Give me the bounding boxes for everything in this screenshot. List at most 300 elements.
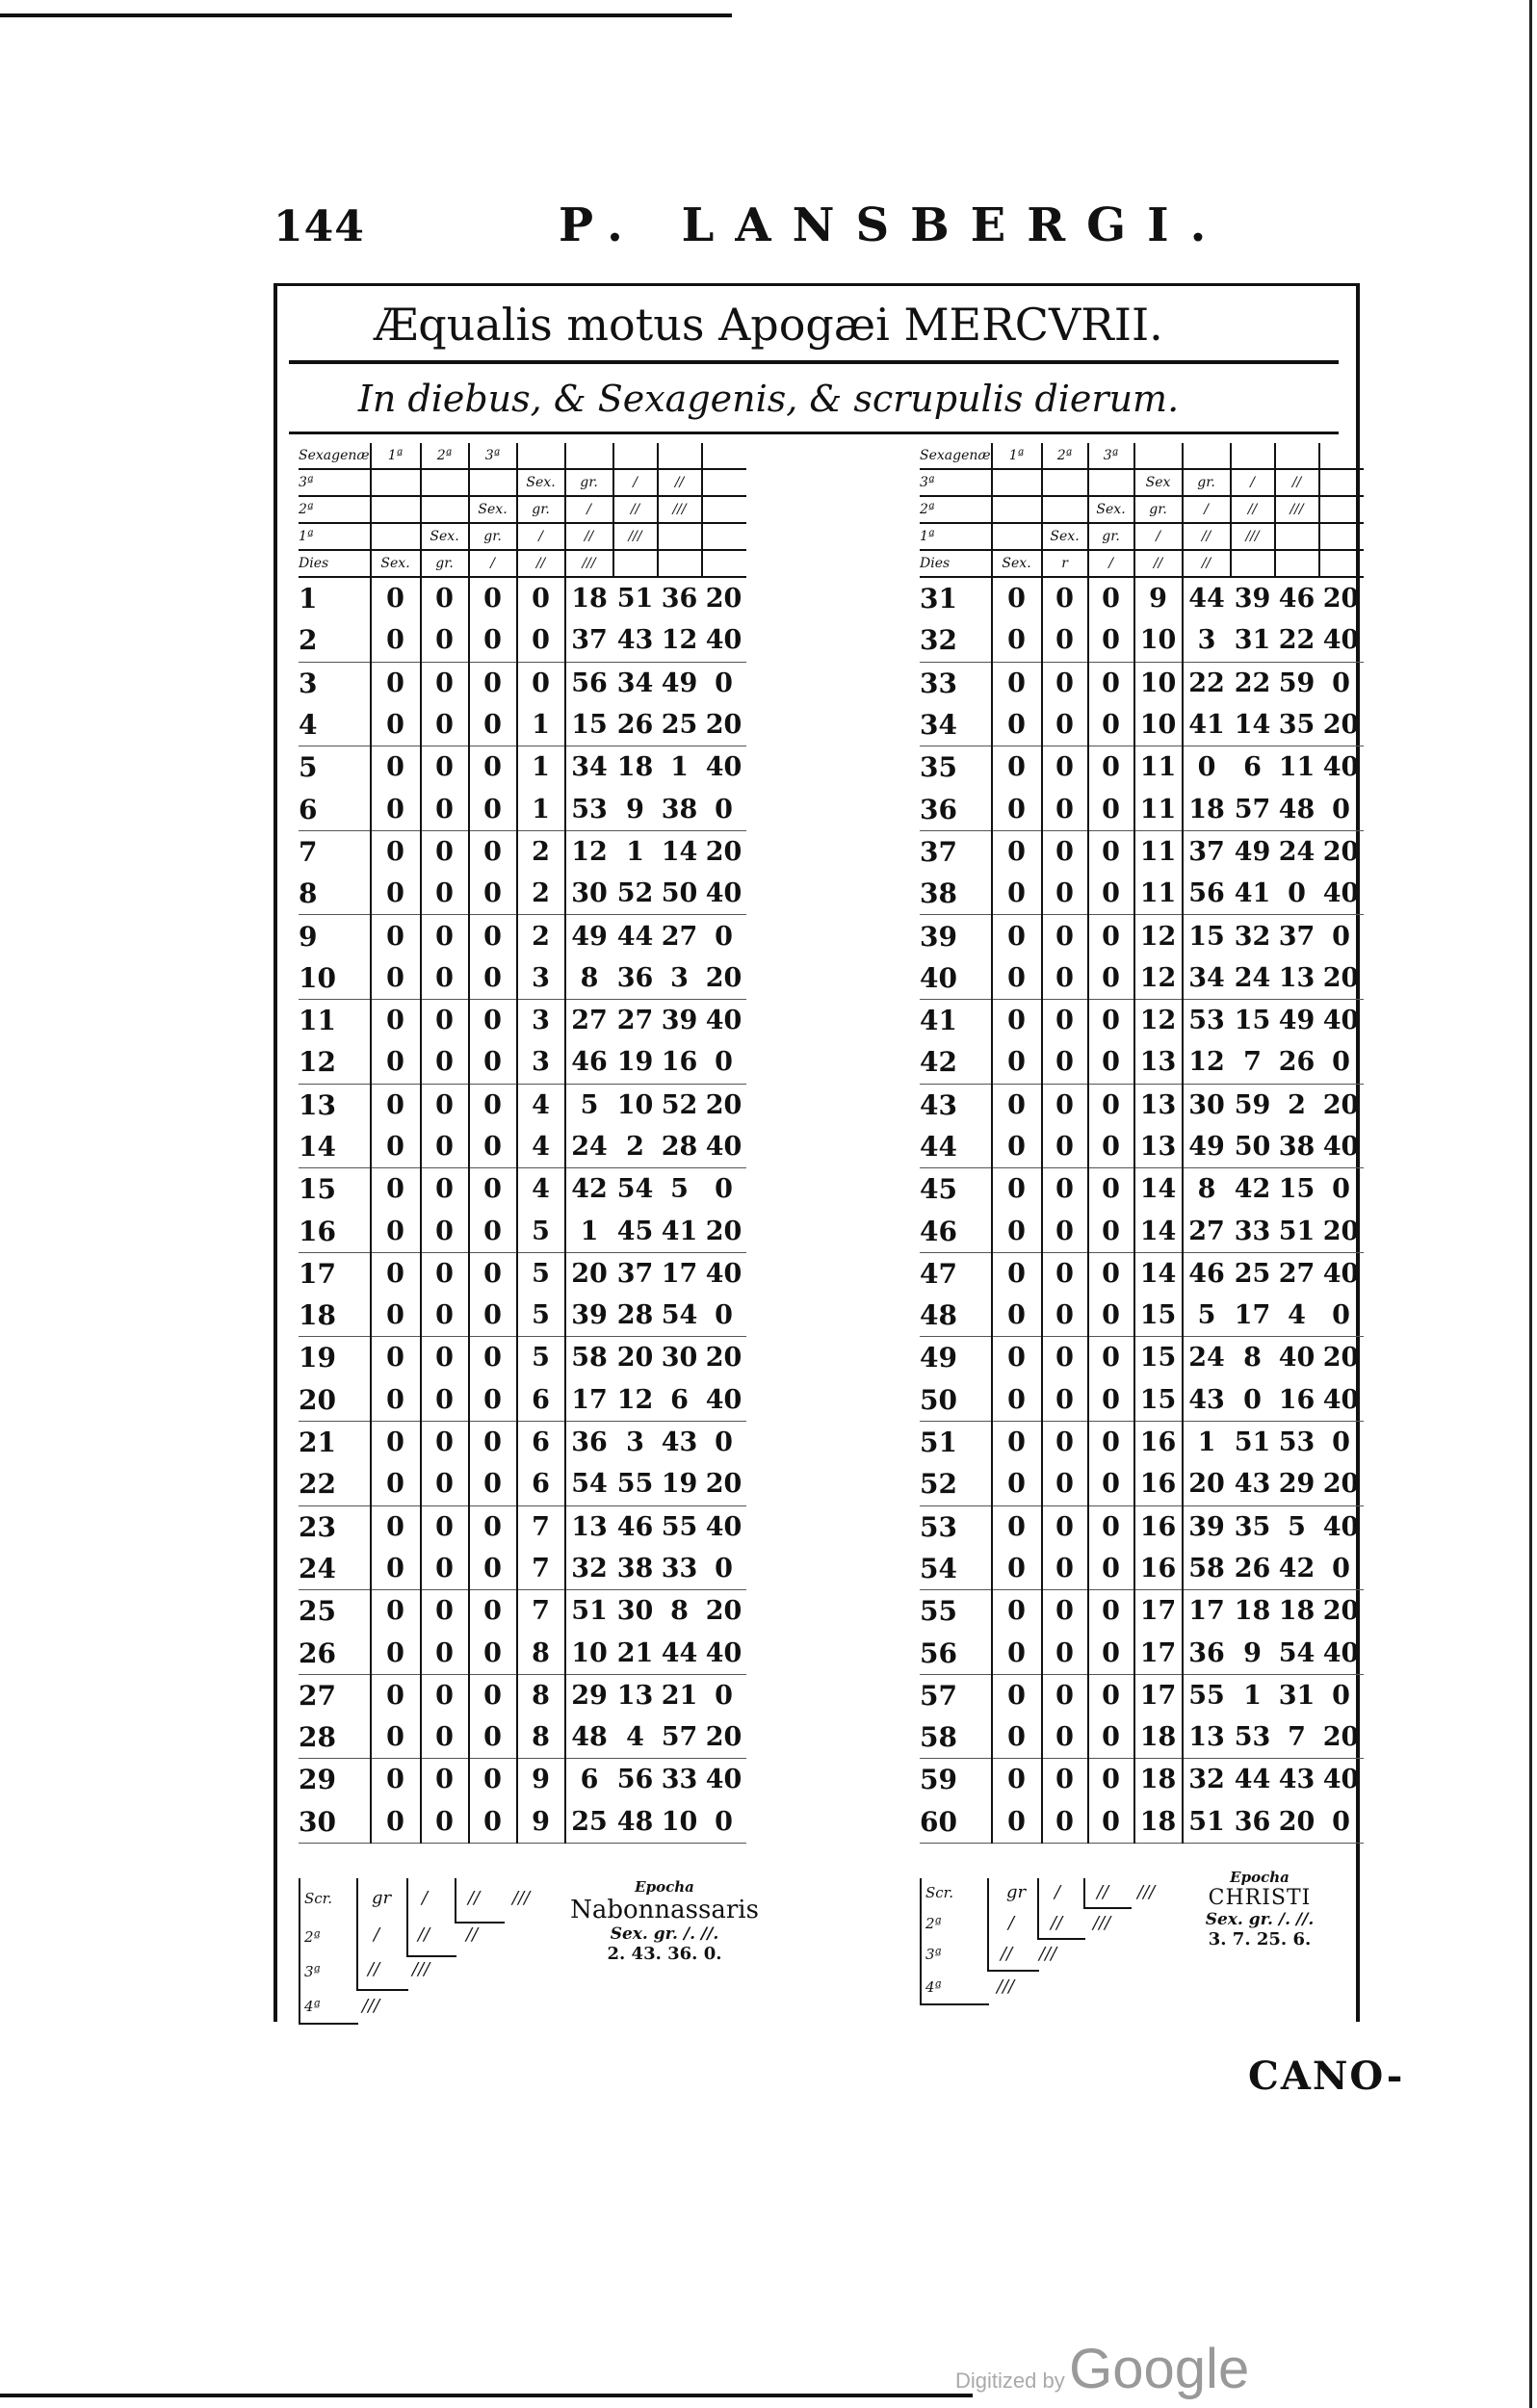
value-cell: 40 <box>1319 1632 1364 1674</box>
value-cell: 27 <box>565 999 613 1041</box>
value-cell: 3 <box>658 957 702 1000</box>
value-cell: 12 <box>1183 1041 1231 1084</box>
value-cell: 0 <box>371 1295 421 1337</box>
value-cell: 0 <box>421 1801 469 1844</box>
value-cell: 15 <box>565 704 613 746</box>
value-cell: 34 <box>1183 957 1231 1000</box>
table-row <box>920 873 1364 915</box>
right-header-cell <box>1275 523 1319 550</box>
right-header-cell: 1ª <box>992 443 1042 469</box>
value-cell: 0 <box>469 788 517 830</box>
right-header-cell: // <box>1275 469 1319 496</box>
value-cell: 40 <box>1322 1006 1360 1036</box>
day-cell: 54 <box>920 1548 992 1590</box>
value-cell: 0 <box>469 999 517 1041</box>
right-header-cell: / <box>1088 550 1134 577</box>
value-cell: 51 <box>565 1590 613 1633</box>
table-row <box>299 830 746 873</box>
value-cell: 0 <box>992 1210 1042 1252</box>
value-cell: 11 <box>1134 746 1183 789</box>
value-cell: 0 <box>371 957 421 1000</box>
value-cell: 0 <box>1088 1590 1134 1633</box>
table-row <box>299 1084 746 1126</box>
value-cell: 0 <box>517 577 565 619</box>
right-epoch-name: CHRISTI <box>1208 1886 1312 1910</box>
value-cell: 17 <box>1134 1674 1183 1716</box>
value-cell: 0 <box>1332 921 1350 952</box>
value-cell: 17 <box>565 1379 613 1422</box>
value-cell: 59 <box>1234 1089 1271 1120</box>
value-cell: 18 <box>565 577 613 619</box>
value-cell: 29 <box>565 1674 613 1716</box>
value-cell: 2 <box>517 873 565 915</box>
day-cell: 33 <box>920 667 957 699</box>
value-cell: 25 <box>658 704 702 746</box>
value-cell: 43 <box>1278 1765 1316 1795</box>
value-cell: 0 <box>1042 1252 1088 1295</box>
day-cell: 39 <box>920 920 957 953</box>
value-cell: 20 <box>705 1596 742 1627</box>
value-cell: 0 <box>421 1548 469 1590</box>
left-data-table <box>299 443 746 1844</box>
right-header-cell <box>1319 496 1364 523</box>
table-row <box>920 1337 1364 1379</box>
value-cell: 20 <box>702 957 746 1000</box>
table-row <box>920 1632 1364 1674</box>
table-row <box>299 619 746 662</box>
value-cell: 43 <box>1183 1379 1231 1422</box>
value-cell: 0 <box>1088 1337 1134 1379</box>
value-cell: 57 <box>1231 788 1275 830</box>
day-cell: 30 <box>299 1801 371 1844</box>
value-cell: 17 <box>661 1258 698 1289</box>
value-cell: 5 <box>1183 1295 1231 1337</box>
table-row <box>299 1505 746 1548</box>
value-cell: 0 <box>1088 1716 1134 1759</box>
value-cell: 0 <box>1088 1674 1134 1716</box>
day-cell: 60 <box>920 1801 992 1844</box>
right-header-cell <box>1088 469 1134 496</box>
day-cell: 22 <box>299 1463 371 1505</box>
value-cell: 0 <box>992 1337 1042 1379</box>
table-row <box>299 915 746 957</box>
left-header-cell: // <box>613 496 658 523</box>
value-cell: 38 <box>613 1548 658 1590</box>
right-footer-unit-third-2: /// <box>1093 1913 1111 1933</box>
digitized-watermark <box>955 2337 1249 2401</box>
value-cell: 0 <box>469 1759 517 1801</box>
value-cell: 43 <box>1231 1463 1275 1505</box>
right-footer-unit-sec-2: // <box>1051 1913 1063 1933</box>
value-cell: 32 <box>565 1548 613 1590</box>
value-cell: 54 <box>616 1174 654 1205</box>
right-footer-unit-sec: // <box>1097 1882 1109 1902</box>
left-footer-label-scr: Scr. <box>304 1890 332 1907</box>
value-cell: 0 <box>371 1463 421 1505</box>
value-cell: 3 <box>517 957 565 1000</box>
left-header-cell: Dies <box>299 550 371 577</box>
value-cell: 0 <box>1088 577 1134 619</box>
value-cell: 0 <box>992 1041 1042 1084</box>
value-cell: 0 <box>1088 1084 1134 1126</box>
value-cell: 5 <box>1288 1511 1306 1542</box>
value-cell: 48 <box>613 1801 658 1844</box>
right-header-cell: 3ª <box>920 469 992 496</box>
value-cell: 30 <box>616 1596 654 1627</box>
value-cell: 20 <box>616 1343 654 1374</box>
left-footer-unit-min: / <box>422 1888 429 1908</box>
value-cell: 53 <box>1278 1427 1316 1458</box>
left-footer-unit-third: /// <box>512 1888 531 1908</box>
value-cell: 0 <box>1088 1126 1134 1168</box>
value-cell: 0 <box>1088 999 1134 1041</box>
value-cell: 0 <box>992 830 1042 873</box>
value-cell: 30 <box>565 873 613 915</box>
value-cell: 51 <box>1183 1801 1231 1844</box>
value-cell: 24 <box>1278 836 1316 867</box>
value-cell: 0 <box>469 1463 517 1505</box>
table-row <box>299 1295 746 1337</box>
value-cell: 15 <box>1183 915 1231 957</box>
value-cell: 24 <box>1231 957 1275 1000</box>
value-cell: 0 <box>469 1084 517 1126</box>
right-header-cell: // <box>1134 550 1183 577</box>
right-header-cell <box>1275 443 1319 469</box>
left-table-block <box>299 443 746 1844</box>
value-cell: 18 <box>1183 788 1231 830</box>
table-row <box>920 1716 1364 1759</box>
value-cell: 0 <box>421 1463 469 1505</box>
value-cell: 0 <box>1042 830 1088 873</box>
value-cell: 48 <box>1275 788 1319 830</box>
right-header-cell: / <box>1231 469 1275 496</box>
right-header-cell: gr. <box>1134 496 1183 523</box>
value-cell: 0 <box>992 1801 1042 1844</box>
day-cell: 11 <box>299 1005 336 1037</box>
day-cell: 9 <box>299 920 318 953</box>
value-cell: 41 <box>658 1210 702 1252</box>
value-cell: 1 <box>517 788 565 830</box>
value-cell: 0 <box>702 788 746 830</box>
value-cell: 49 <box>1234 836 1271 867</box>
value-cell: 0 <box>1042 1590 1088 1633</box>
value-cell: 33 <box>661 1765 698 1795</box>
value-cell: 16 <box>1134 1463 1183 1505</box>
value-cell: 0 <box>421 873 469 915</box>
day-cell: 26 <box>299 1632 371 1674</box>
value-cell: 0 <box>992 704 1042 746</box>
value-cell: 0 <box>1042 1505 1088 1548</box>
value-cell: 48 <box>565 1716 613 1759</box>
right-header-cell <box>992 496 1042 523</box>
value-cell: 13 <box>1275 957 1319 1000</box>
value-cell: 37 <box>616 1258 654 1289</box>
table-row <box>920 577 1364 619</box>
value-cell: 8 <box>565 957 613 1000</box>
value-cell: 0 <box>992 1295 1042 1337</box>
left-epoch-values: 2. 43. 36. 0. <box>607 1944 722 1964</box>
table-row <box>299 1126 746 1168</box>
value-cell: 0 <box>992 619 1042 662</box>
day-cell: 56 <box>920 1632 992 1674</box>
value-cell: 40 <box>1322 1258 1360 1289</box>
right-header-cell <box>1134 443 1183 469</box>
right-header-cell: 2ª <box>1042 443 1088 469</box>
right-header-cell: // <box>1183 523 1231 550</box>
value-cell: 20 <box>705 1089 742 1120</box>
value-cell: 0 <box>371 1632 421 1674</box>
value-cell: 0 <box>1088 746 1134 789</box>
right-footer-label-3: 3ª <box>925 1946 942 1963</box>
left-footer-unit-sec: // <box>468 1888 481 1908</box>
value-cell: 0 <box>992 1421 1042 1463</box>
value-cell: 6 <box>517 1463 565 1505</box>
right-footer-unit-third-4: /// <box>997 1976 1015 1997</box>
value-cell: 37 <box>565 619 613 662</box>
left-header-cell <box>421 469 469 496</box>
table-row <box>920 915 1364 957</box>
value-cell: 55 <box>613 1463 658 1505</box>
value-cell: 0 <box>1042 915 1088 957</box>
value-cell: 40 <box>1319 1379 1364 1422</box>
right-header-cell: /// <box>1231 523 1275 550</box>
value-cell: 0 <box>1042 619 1088 662</box>
day-cell: 3 <box>299 667 318 699</box>
value-cell: 0 <box>421 704 469 746</box>
value-cell: 40 <box>1278 1343 1316 1374</box>
value-cell: 14 <box>661 836 698 867</box>
value-cell: 11 <box>1134 788 1183 830</box>
value-cell: 0 <box>517 662 565 704</box>
value-cell: 10 <box>565 1632 613 1674</box>
left-header-cell <box>517 443 565 469</box>
value-cell: 7 <box>1275 1716 1319 1759</box>
value-cell: 34 <box>565 746 613 789</box>
right-epoch <box>1183 1869 1337 1950</box>
value-cell: 50 <box>658 873 702 915</box>
value-cell: 4 <box>1275 1295 1319 1337</box>
table-row <box>920 704 1364 746</box>
value-cell: 0 <box>715 921 733 952</box>
bottom-scan-rule <box>0 2394 973 2397</box>
value-cell: 9 <box>517 1759 565 1801</box>
value-cell: 0 <box>421 1590 469 1633</box>
day-cell: 15 <box>299 1173 336 1206</box>
value-cell: 0 <box>469 1337 517 1379</box>
watermark-brand-logo: Google <box>1069 2338 1250 2400</box>
value-cell: 0 <box>992 1632 1042 1674</box>
value-cell: 56 <box>1183 873 1231 915</box>
right-header-cell: // <box>1231 496 1275 523</box>
value-cell: 1 <box>1183 1421 1231 1463</box>
right-epoch-label: Epocha <box>1230 1869 1290 1886</box>
value-cell: 0 <box>1042 1295 1088 1337</box>
value-cell: 46 <box>616 1511 654 1542</box>
value-cell: 6 <box>517 1379 565 1422</box>
day-cell: 59 <box>920 1764 957 1796</box>
day-cell: 31 <box>920 583 957 615</box>
value-cell: 3 <box>1183 619 1231 662</box>
left-header-cell: gr. <box>565 469 613 496</box>
table-row <box>299 1801 746 1844</box>
value-cell: 0 <box>1042 1759 1088 1801</box>
value-cell: 41 <box>1231 873 1275 915</box>
value-cell: 20 <box>702 1716 746 1759</box>
left-header-cell: 2ª <box>421 443 469 469</box>
value-cell: 26 <box>613 704 658 746</box>
value-cell: 0 <box>469 1252 517 1295</box>
day-cell: 55 <box>920 1595 957 1628</box>
value-cell: 0 <box>1042 1801 1088 1844</box>
value-cell: 0 <box>371 1421 421 1463</box>
value-cell: 0 <box>1042 1463 1088 1505</box>
value-cell: 15 <box>1134 1295 1183 1337</box>
value-cell: 40 <box>705 1511 742 1542</box>
value-cell: 0 <box>1088 1168 1134 1211</box>
table-row <box>299 1379 746 1422</box>
value-cell: 0 <box>469 704 517 746</box>
right-footer-unit-min-2: / <box>1008 1913 1015 1933</box>
value-cell: 0 <box>469 1379 517 1422</box>
value-cell: 40 <box>1319 1126 1364 1168</box>
value-cell: 12 <box>613 1379 658 1422</box>
value-cell: 0 <box>371 1674 421 1716</box>
value-cell: 0 <box>1042 1337 1088 1379</box>
right-header-cell: Dies <box>920 550 992 577</box>
value-cell: 13 <box>1134 1126 1183 1168</box>
value-cell: 0 <box>702 1801 746 1844</box>
value-cell: 14 <box>1134 1168 1183 1211</box>
left-header-cell: Sexagenæ <box>299 443 371 469</box>
value-cell: 0 <box>702 1041 746 1084</box>
left-header-cell: Sex. <box>517 469 565 496</box>
value-cell: 0 <box>371 1759 421 1801</box>
value-cell: 5 <box>517 1295 565 1337</box>
value-cell: 0 <box>1319 1801 1364 1844</box>
value-cell: 0 <box>469 1716 517 1759</box>
value-cell: 0 <box>371 1252 421 1295</box>
value-cell: 0 <box>371 1210 421 1252</box>
table-row <box>920 1295 1364 1337</box>
value-cell: 0 <box>1088 1252 1134 1295</box>
value-cell: 0 <box>1319 1041 1364 1084</box>
value-cell: 20 <box>1319 1716 1364 1759</box>
value-cell: 30 <box>1183 1084 1231 1126</box>
value-cell: 0 <box>992 1126 1042 1168</box>
table-row <box>920 1126 1364 1168</box>
value-cell: 0 <box>1319 1548 1364 1590</box>
left-header-row <box>299 496 746 523</box>
value-cell: 0 <box>1275 873 1319 915</box>
value-cell: 0 <box>1042 1716 1088 1759</box>
value-cell: 18 <box>1134 1716 1183 1759</box>
value-cell: 12 <box>565 830 613 873</box>
left-header-cell <box>421 496 469 523</box>
right-footer-label-2: 2ª <box>925 1915 942 1932</box>
right-header-cell: 1ª <box>920 523 992 550</box>
day-cell: 13 <box>299 1088 336 1121</box>
value-cell: 0 <box>1088 1421 1134 1463</box>
value-cell: 17 <box>1134 1590 1183 1633</box>
value-cell: 19 <box>613 1041 658 1084</box>
table-row <box>920 619 1364 662</box>
value-cell: 20 <box>565 1252 613 1295</box>
right-epoch-values: 3. 7. 25. 6. <box>1208 1929 1312 1950</box>
value-cell: 0 <box>421 999 469 1041</box>
left-header-row <box>299 550 746 577</box>
left-header-cell <box>702 550 746 577</box>
value-cell: 20 <box>1275 1801 1319 1844</box>
right-footer-label-scr: Scr. <box>925 1884 953 1901</box>
value-cell: 0 <box>702 1548 746 1590</box>
value-cell: 2 <box>517 830 565 873</box>
value-cell: 0 <box>371 999 421 1041</box>
right-footer <box>920 1878 1228 2003</box>
right-footer-unit-third-3: /// <box>1039 1944 1057 1964</box>
value-cell: 0 <box>1042 704 1088 746</box>
table-row <box>299 1041 746 1084</box>
right-header-cell: 2ª <box>920 496 992 523</box>
value-cell: 43 <box>661 1427 698 1458</box>
value-cell: 0 <box>1042 999 1088 1041</box>
value-cell: 39 <box>565 1295 613 1337</box>
subtitle-rule <box>289 432 1339 434</box>
value-cell: 0 <box>1042 1168 1088 1211</box>
right-footer-unit-sec-3: // <box>1001 1944 1013 1964</box>
value-cell: 0 <box>371 788 421 830</box>
value-cell: 15 <box>1134 1379 1183 1422</box>
value-cell: 0 <box>469 1210 517 1252</box>
value-cell: 0 <box>371 830 421 873</box>
right-epoch-units: Sex. gr. /. //. <box>1205 1910 1315 1929</box>
table-row <box>920 1252 1364 1295</box>
table-row <box>920 1801 1364 1844</box>
value-cell: 0 <box>992 662 1042 704</box>
value-cell: 22 <box>1183 662 1231 704</box>
value-cell: 15 <box>1134 1337 1183 1379</box>
left-header-row <box>299 469 746 496</box>
value-cell: 6 <box>565 1759 613 1801</box>
value-cell: 36 <box>661 584 698 615</box>
day-cell: 28 <box>299 1716 371 1759</box>
value-cell: 0 <box>371 873 421 915</box>
table-row <box>920 1041 1364 1084</box>
value-cell: 8 <box>670 1596 689 1627</box>
value-cell: 20 <box>1322 1596 1360 1627</box>
value-cell: 35 <box>1234 1511 1271 1542</box>
value-cell: 0 <box>1088 915 1134 957</box>
value-cell: 0 <box>421 1759 469 1801</box>
value-cell: 20 <box>1322 836 1360 867</box>
left-header-cell: Sex. <box>421 523 469 550</box>
day-cell: 49 <box>920 1342 957 1374</box>
value-cell: 42 <box>1275 1548 1319 1590</box>
table-row <box>920 1590 1364 1633</box>
value-cell: 0 <box>469 873 517 915</box>
value-cell: 0 <box>421 957 469 1000</box>
day-cell: 5 <box>299 751 318 784</box>
value-cell: 50 <box>1231 1126 1275 1168</box>
value-cell: 40 <box>705 1006 742 1036</box>
value-cell: 0 <box>371 746 421 789</box>
left-header-cell <box>658 443 702 469</box>
value-cell: 0 <box>1042 1674 1088 1716</box>
value-cell: 42 <box>1234 1174 1271 1205</box>
value-cell: 54 <box>658 1295 702 1337</box>
value-cell: 0 <box>1183 746 1231 789</box>
value-cell: 8 <box>1183 1168 1231 1211</box>
value-cell: 0 <box>469 1590 517 1633</box>
